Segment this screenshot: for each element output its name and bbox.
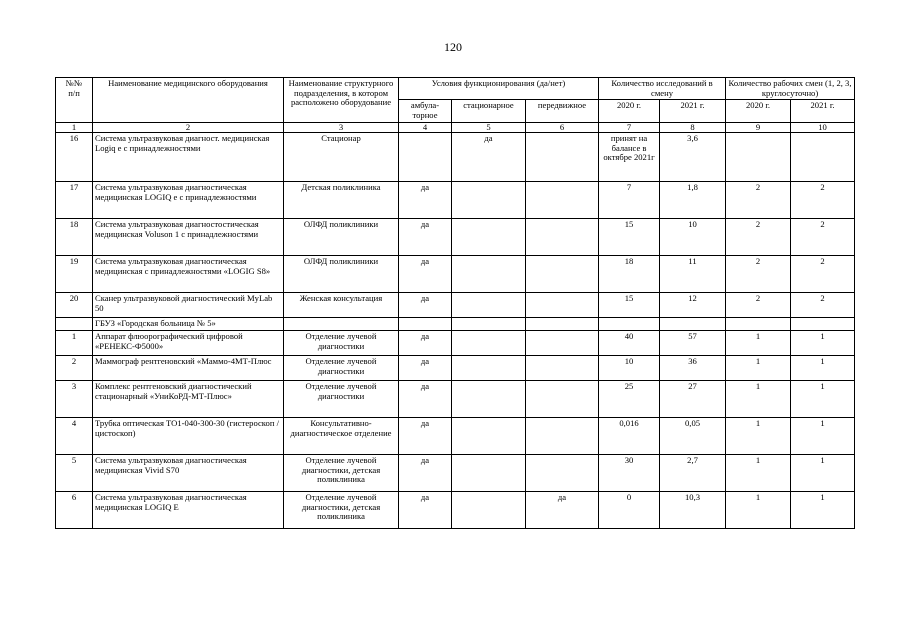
table-row bbox=[56, 256, 855, 293]
cell-stat bbox=[452, 356, 526, 381]
cell-mob bbox=[526, 133, 599, 182]
cell-s2020: 2 bbox=[726, 182, 791, 219]
table-row bbox=[56, 293, 855, 318]
cell-dept: Отделение лучевой диагностики bbox=[284, 331, 399, 356]
cell-mob bbox=[526, 381, 599, 418]
cell-amb: да bbox=[399, 256, 452, 293]
col-number: 8 bbox=[660, 122, 726, 133]
header-row-1 bbox=[56, 78, 855, 100]
cell-num: 18 bbox=[56, 219, 93, 256]
cell-s2020: 1 bbox=[726, 331, 791, 356]
cell-r2020: 40 bbox=[599, 331, 660, 356]
cell-r2020: 7 bbox=[599, 182, 660, 219]
cell-name: Система ультразвуковая диагностическая медицинская Vivid S70 bbox=[93, 455, 284, 492]
cell-dept: ОЛФД поликлиники bbox=[284, 256, 399, 293]
cell-num: 2 bbox=[56, 356, 93, 381]
table-row bbox=[56, 418, 855, 455]
cell-dept: Женская консультация bbox=[284, 293, 399, 318]
organization-row bbox=[56, 318, 855, 331]
col-number: 5 bbox=[452, 122, 526, 133]
cell-amb: да bbox=[399, 219, 452, 256]
cell-amb: да bbox=[399, 182, 452, 219]
equipment-table bbox=[55, 77, 855, 529]
col-number: 1 bbox=[56, 122, 93, 133]
cell-r2020: 0,016 bbox=[599, 418, 660, 455]
cell-r2021: 0,05 bbox=[660, 418, 726, 455]
table-row bbox=[56, 133, 855, 182]
cell-dept: Отделение лучевой диагностики, детская поликлиника bbox=[284, 492, 399, 529]
cell-stat bbox=[452, 182, 526, 219]
cell-mob: да bbox=[526, 492, 599, 529]
cell-s2021: 1 bbox=[791, 331, 855, 356]
cell-num bbox=[56, 318, 93, 331]
header-name: Наименование медицинского оборудования bbox=[93, 78, 284, 123]
cell-r2021: 1,8 bbox=[660, 182, 726, 219]
cell-r2020: 0 bbox=[599, 492, 660, 529]
cell-s2020: 1 bbox=[726, 381, 791, 418]
cell-dept: Отделение лучевой диагностики, детская поликлиника bbox=[284, 455, 399, 492]
col-number: 2 bbox=[93, 122, 284, 133]
cell-stat bbox=[452, 455, 526, 492]
cell-s2020: 2 bbox=[726, 256, 791, 293]
cell-amb: да bbox=[399, 331, 452, 356]
header-shifts: Количество рабочих смен (1, 2, 3, круглосуточно) bbox=[726, 78, 855, 100]
cell-r2021: 10,3 bbox=[660, 492, 726, 529]
cell-stat bbox=[452, 381, 526, 418]
cell-name: Система ультразвуковая диагностостическая медицинская Voluson 1 с принадлежностями bbox=[93, 219, 284, 256]
cell-name: Система ультразвуковая диагностическая медицинская LOGIQ e с принадлежностями bbox=[93, 182, 284, 219]
cell-dept: Консультативно-диагностическое отделение bbox=[284, 418, 399, 455]
header-research: Количество исследований в смену bbox=[599, 78, 726, 100]
col-number: 3 bbox=[284, 122, 399, 133]
cell-name: Сканер ультразвуковой диагностический MyLab 50 bbox=[93, 293, 284, 318]
cell-num: 3 bbox=[56, 381, 93, 418]
cell-s2021: 2 bbox=[791, 182, 855, 219]
cell-s2020: 1 bbox=[726, 418, 791, 455]
cell-s2021: 2 bbox=[791, 256, 855, 293]
cell-s2021: 1 bbox=[791, 455, 855, 492]
cell-stat bbox=[452, 219, 526, 256]
cell-s2020 bbox=[726, 133, 791, 182]
cell-s2021: 2 bbox=[791, 293, 855, 318]
cell-name: Аппарат флюорографический цифровой «РЕНЕКС-Ф5000» bbox=[93, 331, 284, 356]
header-cond-stat: стационарное bbox=[452, 100, 526, 122]
cell-mob bbox=[526, 455, 599, 492]
cell-r2020: 18 bbox=[599, 256, 660, 293]
cell-stat bbox=[452, 492, 526, 529]
cell-s2021 bbox=[791, 133, 855, 182]
col-number: 10 bbox=[791, 122, 855, 133]
cell-num: 19 bbox=[56, 256, 93, 293]
cell-mob bbox=[526, 256, 599, 293]
table-row bbox=[56, 219, 855, 256]
cell-num: 4 bbox=[56, 418, 93, 455]
cell-r2021: 2,7 bbox=[660, 455, 726, 492]
cell-empty bbox=[791, 318, 855, 331]
cell-r2021: 11 bbox=[660, 256, 726, 293]
cell-s2020: 2 bbox=[726, 219, 791, 256]
cell-empty bbox=[526, 318, 599, 331]
page-number: 120 bbox=[444, 40, 462, 54]
cell-amb: да bbox=[399, 418, 452, 455]
cell-empty bbox=[726, 318, 791, 331]
cell-r2020: 15 bbox=[599, 293, 660, 318]
column-numbers-row bbox=[56, 122, 855, 133]
organization-name: ГБУЗ «Городская больница № 5» bbox=[93, 318, 284, 331]
cell-name: Комплекс рентгеновский диагностический стационарный «УниКоРД-МТ-Плюс» bbox=[93, 381, 284, 418]
cell-num: 5 bbox=[56, 455, 93, 492]
cell-empty bbox=[660, 318, 726, 331]
cell-stat bbox=[452, 256, 526, 293]
header-conditions: Условия функционирования (да/нет) bbox=[399, 78, 599, 100]
header-research-2021: 2021 г. bbox=[660, 100, 726, 122]
cell-empty bbox=[452, 318, 526, 331]
cell-name: Система ультразвуковая диагност. медицинская Logiq e с принадлежностями bbox=[93, 133, 284, 182]
cell-s2020: 1 bbox=[726, 492, 791, 529]
cell-stat bbox=[452, 331, 526, 356]
cell-name: Трубка оптическая ТО1-040-300-30 (гистероскоп /цистоскоп) bbox=[93, 418, 284, 455]
cell-mob bbox=[526, 219, 599, 256]
cell-stat: да bbox=[452, 133, 526, 182]
cell-mob bbox=[526, 293, 599, 318]
cell-mob bbox=[526, 418, 599, 455]
cell-r2020: 10 bbox=[599, 356, 660, 381]
header-shifts-2021: 2021 г. bbox=[791, 100, 855, 122]
cell-s2021: 1 bbox=[791, 418, 855, 455]
cell-empty bbox=[399, 318, 452, 331]
cell-mob bbox=[526, 182, 599, 219]
header-cond-mob: передвижное bbox=[526, 100, 599, 122]
cell-s2020: 1 bbox=[726, 455, 791, 492]
cell-num: 16 bbox=[56, 133, 93, 182]
table-row bbox=[56, 455, 855, 492]
cell-r2021: 27 bbox=[660, 381, 726, 418]
cell-r2020: принят на балансе в октябре 2021г bbox=[599, 133, 660, 182]
header-shifts-2020: 2020 г. bbox=[726, 100, 791, 122]
cell-r2020: 15 bbox=[599, 219, 660, 256]
col-number: 7 bbox=[599, 122, 660, 133]
cell-name: Система ультразвуковая диагностическая медицинская с принадлежностями «LOGIG S8» bbox=[93, 256, 284, 293]
table-row bbox=[56, 356, 855, 381]
cell-amb: да bbox=[399, 356, 452, 381]
cell-num: 1 bbox=[56, 331, 93, 356]
header-dept: Наименование структурного подразделения, в котором расположено оборудование bbox=[284, 78, 399, 123]
cell-r2021: 10 bbox=[660, 219, 726, 256]
header-research-2020: 2020 г. bbox=[599, 100, 660, 122]
cell-s2021: 1 bbox=[791, 381, 855, 418]
cell-s2021: 2 bbox=[791, 219, 855, 256]
cell-stat bbox=[452, 418, 526, 455]
cell-dept: Отделение лучевой диагностики bbox=[284, 381, 399, 418]
cell-s2021: 1 bbox=[791, 356, 855, 381]
col-number: 6 bbox=[526, 122, 599, 133]
cell-s2020: 1 bbox=[726, 356, 791, 381]
cell-empty bbox=[284, 318, 399, 331]
cell-r2021: 36 bbox=[660, 356, 726, 381]
col-number: 4 bbox=[399, 122, 452, 133]
cell-r2021: 12 bbox=[660, 293, 726, 318]
table-row bbox=[56, 182, 855, 219]
table-row bbox=[56, 492, 855, 529]
header-cond-amb: амбула-торное bbox=[399, 100, 452, 122]
cell-r2020: 30 bbox=[599, 455, 660, 492]
cell-stat bbox=[452, 293, 526, 318]
cell-empty bbox=[599, 318, 660, 331]
table-row bbox=[56, 381, 855, 418]
cell-amb: да bbox=[399, 492, 452, 529]
cell-amb: да bbox=[399, 381, 452, 418]
cell-amb: да bbox=[399, 293, 452, 318]
cell-s2021: 1 bbox=[791, 492, 855, 529]
cell-r2021: 3,6 bbox=[660, 133, 726, 182]
cell-num: 20 bbox=[56, 293, 93, 318]
cell-mob bbox=[526, 356, 599, 381]
cell-dept: Отделение лучевой диагностики bbox=[284, 356, 399, 381]
cell-name: Система ультразвуковая диагностическая медицинская LOGIQ E bbox=[93, 492, 284, 529]
cell-num: 17 bbox=[56, 182, 93, 219]
table-row bbox=[56, 331, 855, 356]
cell-r2021: 57 bbox=[660, 331, 726, 356]
cell-amb: да bbox=[399, 455, 452, 492]
cell-amb bbox=[399, 133, 452, 182]
cell-dept: Детская поликлиника bbox=[284, 182, 399, 219]
cell-dept: Стационар bbox=[284, 133, 399, 182]
cell-s2020: 2 bbox=[726, 293, 791, 318]
cell-dept: ОЛФД поликлиники bbox=[284, 219, 399, 256]
cell-mob bbox=[526, 331, 599, 356]
cell-name: Маммограф рентгеновский «Маммо-4МТ-Плюс bbox=[93, 356, 284, 381]
cell-r2020: 25 bbox=[599, 381, 660, 418]
col-number: 9 bbox=[726, 122, 791, 133]
header-num: №№ п/п bbox=[56, 78, 93, 123]
cell-num: 6 bbox=[56, 492, 93, 529]
